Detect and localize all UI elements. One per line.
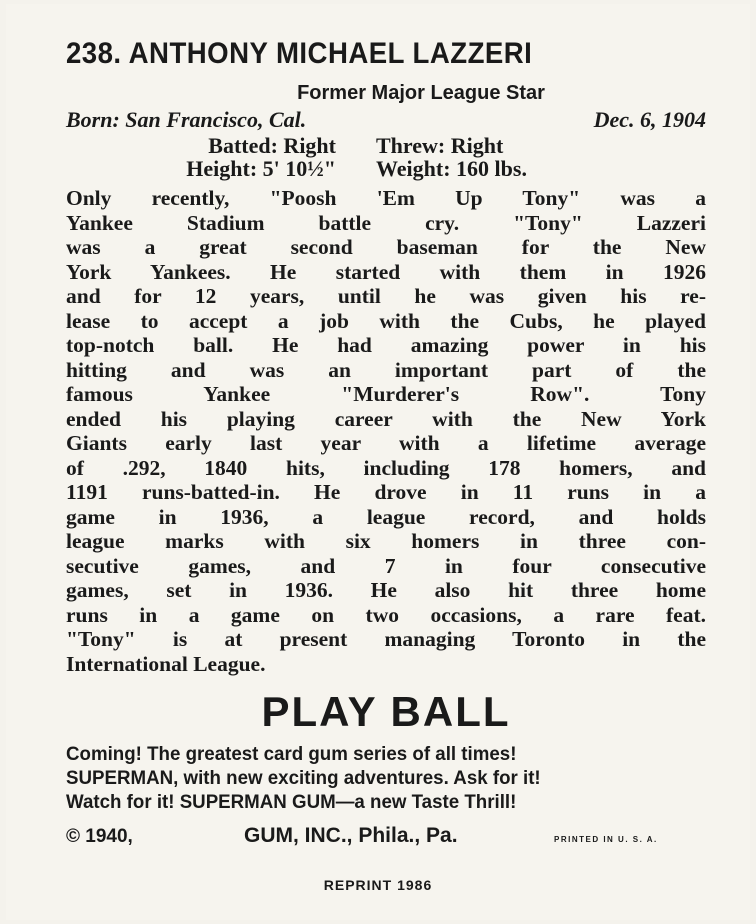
born-line bbox=[66, 106, 706, 134]
stat-row-batting bbox=[66, 134, 706, 157]
bio-line: games, set in 1936. He also hit three home bbox=[66, 578, 706, 602]
bio-line: Only recently, "Poosh 'Em Up Tony" was a bbox=[66, 186, 706, 210]
copyright: © 1940, bbox=[66, 826, 133, 847]
biography bbox=[66, 186, 706, 676]
bio-line: famous Yankee "Murderer's Row". Tony bbox=[66, 382, 706, 406]
printed-in-usa: PRINTED IN U. S. A. bbox=[554, 835, 658, 844]
bio-line: was a great second baseman for the New bbox=[66, 235, 706, 259]
bio-line: Yankee Stadium battle cry. "Tony" Lazzeri bbox=[66, 210, 706, 235]
bio-line: Giants early last year with a lifetime average bbox=[66, 431, 706, 455]
weight: Weight: 160 lbs. bbox=[376, 156, 527, 181]
promo-line: Coming! The greatest card gum series of all times! bbox=[66, 743, 517, 765]
card-back bbox=[6, 4, 750, 920]
bio-line: runs in a game on two occasions, a rare feat. bbox=[66, 602, 706, 627]
bio-line: International League. bbox=[66, 651, 266, 676]
bio-line: York Yankees. He started with them in 1926 bbox=[66, 259, 706, 284]
company-name: GUM, INC., Phila., Pa. bbox=[244, 824, 458, 847]
threw: Threw: Right bbox=[376, 133, 504, 158]
card-subtitle: Former Major League Star bbox=[297, 82, 545, 104]
promo-line: SUPERMAN, with new exciting adventures. Ask for it! bbox=[66, 767, 541, 789]
bio-line: lease to accept a job with the Cubs, he played bbox=[66, 308, 706, 333]
player-stats bbox=[66, 134, 706, 180]
card-footer bbox=[66, 824, 706, 848]
bio-line: "Tony" is at present managing Toronto in the bbox=[66, 627, 706, 651]
promo-text bbox=[66, 742, 680, 814]
promo-line: Watch for it! SUPERMAN GUM—a new Taste Thrill! bbox=[66, 791, 517, 813]
height: Height: 5' 10½" bbox=[186, 156, 336, 181]
bio-line: 1191 runs-batted-in. He drove in 11 runs in a bbox=[66, 480, 706, 504]
bio-line: top-notch ball. He had amazing power in his bbox=[66, 333, 706, 357]
bio-line: secutive games, and 7 in four consecutive bbox=[66, 553, 706, 578]
batted: Batted: Right bbox=[208, 133, 336, 158]
card-content bbox=[66, 34, 706, 848]
bio-line: of .292, 1840 hits, including 178 homers, and bbox=[66, 455, 706, 480]
stat-row-size bbox=[66, 157, 706, 180]
birthplace: Born: San Francisco, Cal. bbox=[66, 107, 307, 132]
bio-line: league marks with six homers in three con- bbox=[66, 529, 706, 553]
birth-date: Dec. 6, 1904 bbox=[593, 107, 706, 132]
bio-line: and for 12 years, until he was given his re- bbox=[66, 284, 706, 308]
play-ball-heading: PLAY BALL bbox=[261, 688, 511, 735]
bio-line: hitting and was an important part of the bbox=[66, 357, 706, 382]
bio-line: game in 1936, a league record, and holds bbox=[66, 504, 706, 529]
bio-line: ended his playing career with the New York bbox=[66, 406, 706, 431]
reprint-notice: REPRINT 1986 bbox=[323, 877, 433, 893]
card-title: 238. ANTHONY MICHAEL LAZZERI bbox=[66, 37, 533, 70]
